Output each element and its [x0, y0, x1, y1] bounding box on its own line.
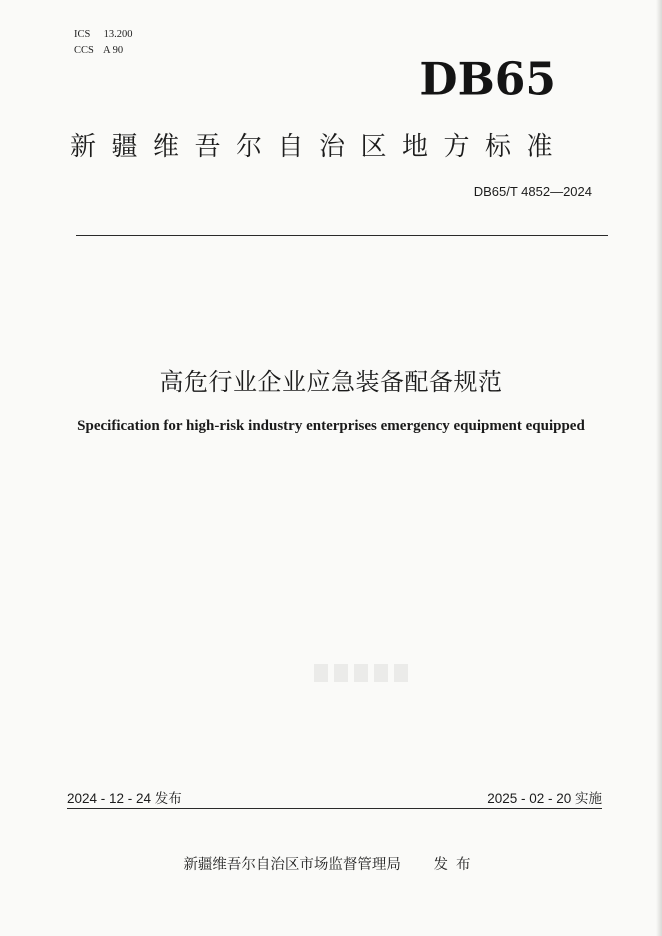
title-chinese: 高危行业企业应急装备配备规范 — [159, 368, 503, 396]
footer-divider — [67, 808, 602, 809]
implementation-date: 2025 - 02 - 20 实施 — [487, 791, 602, 806]
ics-value: 13.200 — [103, 29, 133, 40]
ics-label: ICS — [74, 29, 91, 40]
issue-date: 2024 - 12 - 24 发布 — [67, 791, 182, 806]
ics-code — [74, 27, 133, 43]
standard-number: DB65/T 4852—2024 — [473, 184, 592, 199]
ccs-label: CCS — [74, 45, 94, 56]
standard-logo: DB65 — [419, 53, 556, 106]
classification-codes — [74, 27, 133, 59]
standard-type: 新疆维吾尔自治区地方标准 — [70, 132, 569, 162]
publisher-line — [0, 853, 662, 874]
ccs-code — [74, 43, 133, 59]
header-divider — [76, 235, 608, 236]
publisher-action: 发布 — [433, 857, 479, 873]
faint-watermark — [312, 660, 432, 686]
title-english: Specification for high-risk industry enterprises emergency equipment equipped — [77, 418, 585, 434]
publisher-organization: 新疆维吾尔自治区市场监督管理局 — [183, 857, 401, 873]
ccs-value: A 90 — [103, 45, 124, 56]
page-edge-shadow — [656, 0, 662, 936]
